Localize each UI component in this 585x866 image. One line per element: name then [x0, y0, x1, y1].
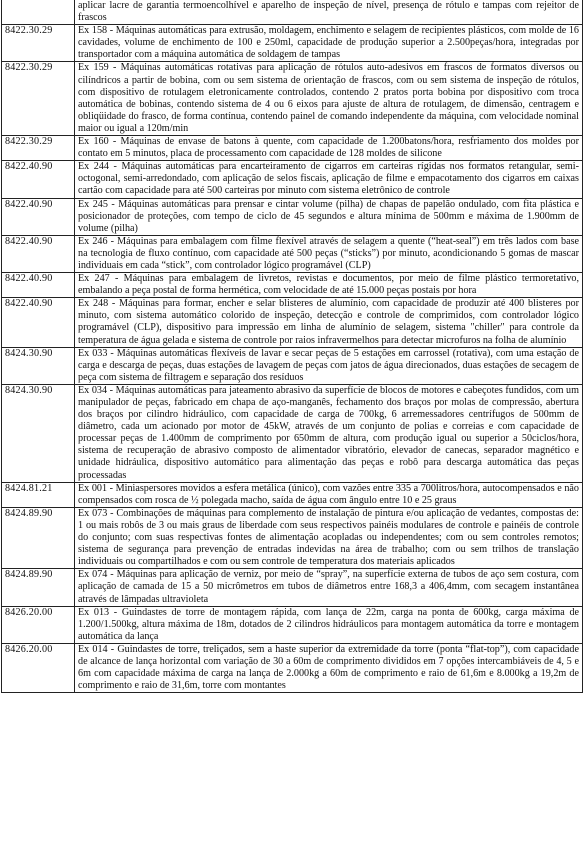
ncm-code: 8422.40.90 [2, 161, 75, 198]
ex-description: Ex 159 - Máquinas automáticas rotativas para aplicação de rótulos auto-adesivos em frascos de formatos diversos ou cilíndricos a partir de bobina, com ou sem sistema de orientação de frascos, com ou sem sistema de inspeção de rótulos, com dispositivo de rotulagem eletronicamente controlados, contendo 2 pratos porta bobina por dispositivo com troca automática de bobinas, contendo sistema de 4 ou 6 eixos para ajuste de altura de rotulagem, de dimensão, centragem e obliqüidade do frasco, de forma contínua, contendo painel de comando independente da máquina, com velocidade nominal maior ou igual a 120m/min [75, 62, 583, 136]
ex-description: Ex 158 - Máquinas automáticas para extrusão, moldagem, enchimento e selagem de recipientes plásticos, com molde de 16 cavidades, volume de enchimento de 100 e 250ml, capacidade de produção superior a 2.500peças/hora, integradas por transportador com a máquina automática de soldagem de tampas [75, 25, 583, 62]
ncm-code: 8426.20.00 [2, 606, 75, 643]
ncm-code [2, 0, 75, 25]
ex-description: Ex 247 - Máquinas para embalagem de livretos, revistas e documentos, por meio de filme plástico termoretativo, embalando a peça postal de forma hermética, com velocidade de até 15.000 peças postais por hora [75, 273, 583, 298]
ncm-code: 8422.40.90 [2, 235, 75, 272]
table-row [2, 25, 583, 62]
table-row [2, 198, 583, 235]
ex-description: Ex 001 - Miniaspersores movidos a esfera metálica (único), com vazões entre 335 a 700litros/hora, autocompensados e não compensados com rosca de ½ polegada macho, saída de água com ângulo entre 10 e 25 graus [75, 482, 583, 507]
table-row [2, 507, 583, 568]
ex-description: Ex 014 - Guindastes de torre, treliçados, sem a haste superior da extremidade da torre (ponta “flat-top”), com capacidade de alcance de lança horizontal com variação de 30 a 60m de comprimento divididos em 7 opções intercambiáveis de 4, 5 e 6m com capacidade máxima de carga na lança de 2.000kg a 60m de comprimento e raio de 61,6m e 8.000kg a 19,2m de comprimento e raio de 31,6m, torre com montantes [75, 643, 583, 692]
table-row [2, 298, 583, 347]
ncm-code: 8422.40.90 [2, 198, 75, 235]
ex-description: Ex 033 - Máquinas automáticas flexíveis de lavar e secar peças de 5 estações em carrossel (rotativa), com uma estação de carga e descarga de peças, duas estações de lavagem de peças com jatos de água direcionados, duas estações de secagem de peça com sistema de filtragem e separação dos resíduos [75, 347, 583, 384]
ex-description: Ex 248 - Máquinas para formar, encher e selar blisteres de alumínio, com capacidade de produzir até 400 blisteres por minuto, com sistema automático colorido de inspeção, detecção e controle de comprimidos, com controlador lógico programável (CLP), dispositivo para impressão em linha de alumínio de selagem, sistema "chiller" para controle da temperatura de água gelada e sistema de controle por raios infravermelhos para detectar microfuros na folha de alumínio [75, 298, 583, 347]
table-row [2, 235, 583, 272]
table-row [2, 606, 583, 643]
ncm-code: 8424.81.21 [2, 482, 75, 507]
table-row [2, 136, 583, 161]
ncm-code: 8424.30.90 [2, 347, 75, 384]
table-row [2, 384, 583, 482]
ex-description: Ex 034 - Máquinas automáticas para jateamento abrasivo da superfície de blocos de motores e cabeçotes fundidos, com um manipulador de peças, fabricado em chapa de aço-manganês, fechamento dos braços por molas de compressão, abertura dos braços por cilindro hidráulico, com capacidade de carga de 700kg, 6 arremessadores centrífugos de 500mm de diâmetro, cada um acionado por motor de 45kW, através de um conjunto de polias e correias e com capacidade de processar peças de 1.400mm de comprimento por 650mm de altura, com produção igual ou superior a 50ciclos/hora, sistema de recuperação de abrasivo composto de alimentador vibratório, elevador de canecas, separador magnético e unidade hidráulica, dispositivo automático para alimentação das peças e robô para descarga automática das peças processadas [75, 384, 583, 482]
ncm-code: 8422.30.29 [2, 62, 75, 136]
ncm-code: 8424.30.90 [2, 384, 75, 482]
tariff-table [1, 0, 583, 693]
ncm-code: 8424.89.90 [2, 507, 75, 568]
ex-description: Ex 074 - Máquinas para aplicação de verniz, por meio de “spray”, na superfície externa de tubos de aço sem costura, com aplicação de camada de 15 a 50 micrômetros em tubos de diâmetros entre 168,3 a 406,4mm, com secagem instantânea através de lâmpadas ultravioleta [75, 569, 583, 606]
ex-description: Ex 245 - Máquinas automáticas para prensar e cintar volume (pilha) de chapas de papelão ondulado, com fita plástica e posicionador de proteções, com tempo de ciclo de 45 segundos e altura mínima de 500mm e máxima de 1.900mm de volume (pilha) [75, 198, 583, 235]
ncm-code: 8422.30.29 [2, 25, 75, 62]
ncm-code: 8422.40.90 [2, 273, 75, 298]
ex-description: Ex 246 - Máquinas para embalagem com filme flexível através de selagem a quente (“heat-seal”) em três lados com base na tecnologia de fluxo contínuo, com capacidade até 500 peças (“sticks”) por minuto, acondicionando 5 gomas de mascar individuais em cada “stick”, com controlador lógico programável (CLP) [75, 235, 583, 272]
ex-description: aplicar lacre de garantia termoencolhível e aparelho de inspeção de nível, presença de rótulo e tampas com rejeitor de frascos [75, 0, 583, 25]
table-row [2, 482, 583, 507]
table-row [2, 569, 583, 606]
ncm-code: 8422.40.90 [2, 298, 75, 347]
table-row [2, 0, 583, 25]
ex-description: Ex 244 - Máquinas automáticas para encarteiramento de cigarros em carteiras rígidas nos formatos retangular, semi-octogonal, semi-arredondado, com aplicação de selos fiscais, aplicação de filme e empacotamento dos cigarros em caixas cartão com capacidade para até 500 carteiras por minuto com sistema eletrônico de controle [75, 161, 583, 198]
ex-description: Ex 013 - Guindastes de torre de montagem rápida, com lança de 22m, carga na ponta de 600kg, carga máxima de 1.200/1.500kg, altura máxima de 18m, dotados de 2 cilindros hidráulicos para montagem automática da torre e montagem automática da lança [75, 606, 583, 643]
table-row [2, 161, 583, 198]
ex-description: Ex 073 - Combinações de máquinas para complemento de instalação de pintura e/ou aplicação de vedantes, compostas de: 1 ou mais robôs de 3 ou mais graus de liberdade com seus respectivos painéis modulares de controle e painéis de controle do conjunto; com suas respectivas fontes de alimentação acopladas ou independentes; com ou sem controles remotos; sistema de segurança para prevenção de entradas indevidas na área de trabalho; com ou sem trilhos de translação individuais ou compartilhados e com ou sem controle de temperatura dos materiais aplicados [75, 507, 583, 568]
ncm-code: 8426.20.00 [2, 643, 75, 692]
table-row [2, 273, 583, 298]
table-row [2, 643, 583, 692]
table-row [2, 347, 583, 384]
table-row [2, 62, 583, 136]
ex-description: Ex 160 - Máquinas de envase de batons à quente, com capacidade de 1.200batons/hora, resfriamento dos moldes por contato em 5 minutos, placa de processamento com capacidade de 128 moldes de silicone [75, 136, 583, 161]
ncm-code: 8422.30.29 [2, 136, 75, 161]
ncm-code: 8424.89.90 [2, 569, 75, 606]
